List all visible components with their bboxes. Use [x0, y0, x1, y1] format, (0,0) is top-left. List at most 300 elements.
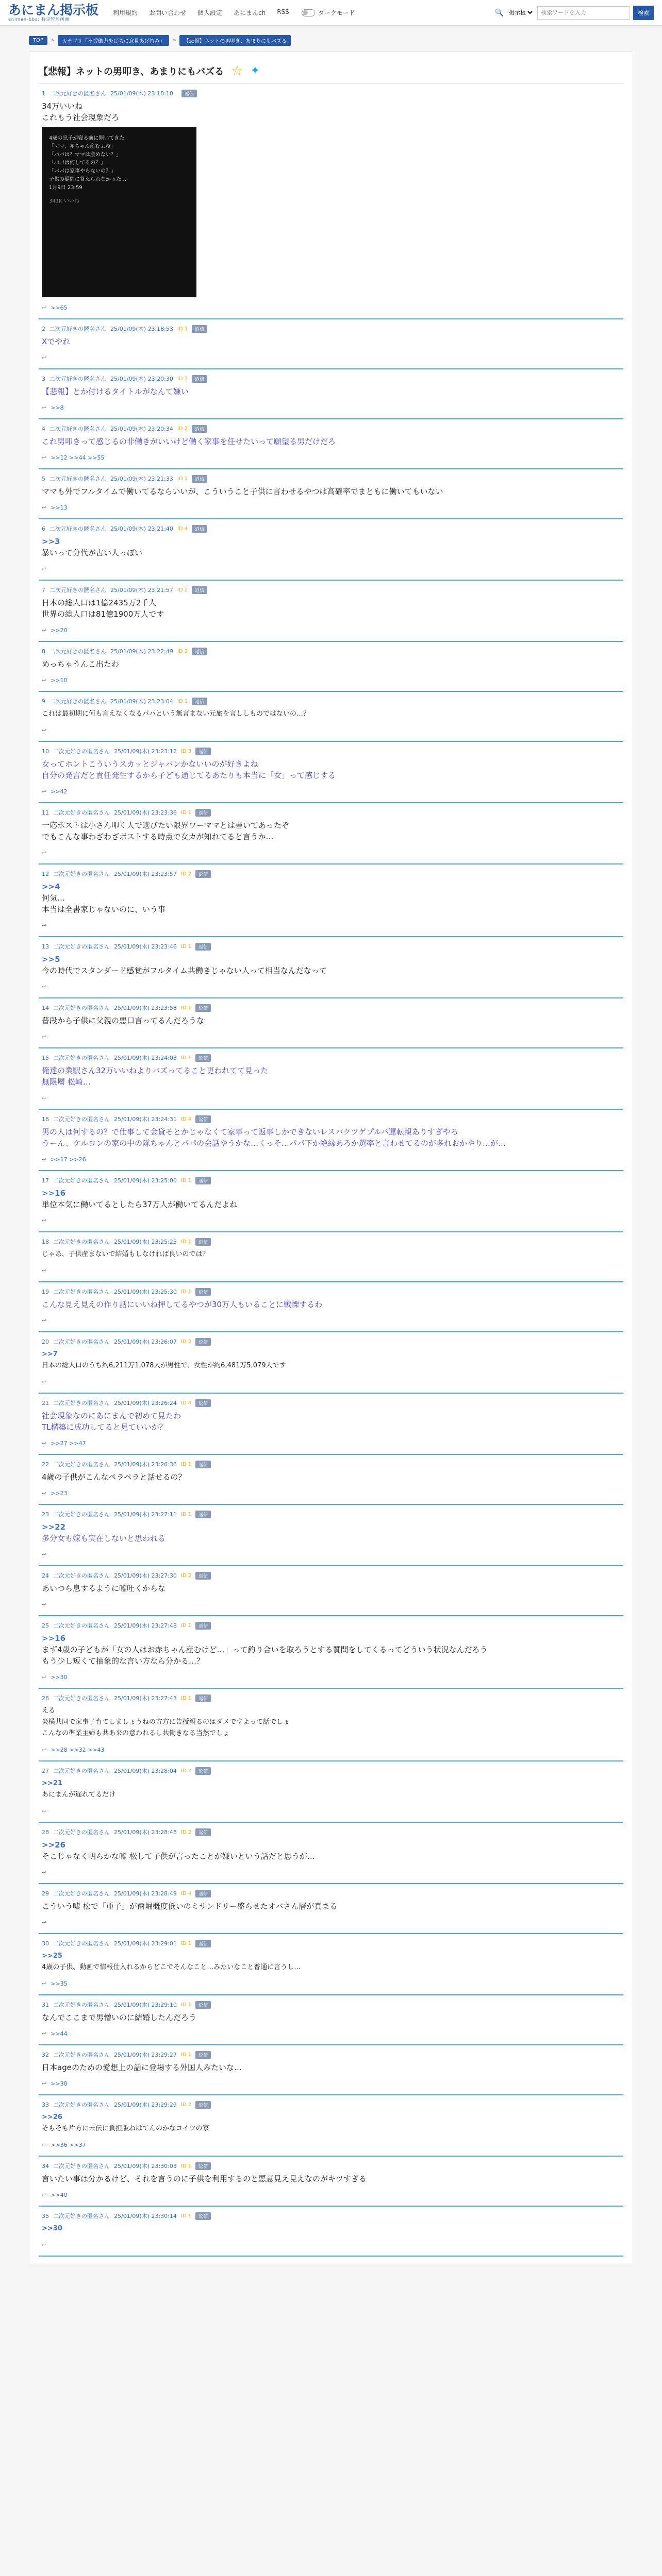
post-body [42, 2012, 620, 2023]
post [39, 1761, 623, 1823]
reply-anchors[interactable]: >>20 [51, 627, 68, 634]
breadcrumb-separator: > [51, 37, 55, 43]
post-line: 普段から子供に父親の悪口言ってるんだろうな [42, 1016, 205, 1025]
post-body [42, 1583, 620, 1594]
post-number[interactable]: 6 [42, 525, 45, 532]
post [39, 998, 623, 1048]
post-number[interactable]: 4 [42, 425, 45, 432]
poster-id: ID 2 [180, 1572, 192, 1579]
reply-icon[interactable]: ↩ [42, 677, 47, 684]
reply-anchors[interactable]: >>44 [51, 2030, 68, 2037]
post-body [42, 820, 620, 842]
reply-anchors[interactable]: >>36 >>37 [51, 2142, 86, 2148]
search-icon: 🔍 [494, 8, 504, 17]
poster-name: 二次元好きの匿名さん [53, 1005, 110, 1011]
reply-icon[interactable]: ↩ [42, 922, 47, 929]
darkmode-toggle[interactable] [302, 8, 355, 17]
reply-button[interactable]: 返信 [195, 1288, 211, 1296]
post-line: でもこんな事わざわざポストする時点で女カが知れてると言うか… [42, 832, 274, 841]
post-number[interactable]: 29 [42, 1890, 49, 1897]
reply-icon[interactable]: ↩ [42, 354, 47, 361]
breadcrumb [0, 33, 662, 47]
post-date: 25/01/09(木) 23:27:30 [114, 1572, 177, 1579]
reply-icon[interactable]: ↩ [42, 1217, 47, 1224]
post-line: まず4歳の子どもが「女の人はお赤ちゃん産むけど…」って釣り合いを取ろうとする質問をしてくるってどういう状況なんだろう [42, 1645, 488, 1654]
post-number[interactable]: 27 [42, 1767, 49, 1774]
reply-icon[interactable]: ↩ [42, 1747, 47, 1753]
post [39, 1048, 623, 1110]
thread-titlebar [39, 58, 623, 84]
post-body [42, 336, 620, 347]
screenshot-line: 「パパは？ママは産めない？」 [49, 152, 121, 158]
search-button[interactable]: 検索 [633, 6, 654, 20]
post-meta [42, 1939, 620, 1947]
poster-name: 二次元好きの匿名さん [53, 2163, 110, 2170]
post-date: 25/01/09(木) 23:26:07 [114, 1338, 177, 1345]
poster-name: 二次元好きの匿名さん [53, 1400, 110, 1406]
post-number[interactable]: 30 [42, 1940, 49, 1947]
poster-name: 二次元好きの匿名さん [53, 1940, 110, 1947]
reply-icon[interactable]: ↩ [42, 504, 47, 511]
poster-id: ID 1 [177, 698, 188, 704]
poster-id: ID 4 [180, 1116, 192, 1122]
post-line: 女ってホントこういうスカッとジャパンかないいのが好きよね [42, 759, 258, 769]
post-number[interactable]: 23 [42, 1511, 49, 1518]
reply-button[interactable]: 返信 [195, 1461, 211, 1468]
post-body [42, 2112, 620, 2134]
reply-button[interactable]: 返信 [195, 2212, 211, 2220]
reply-icon[interactable]: ↩ [42, 1440, 47, 1447]
poster-id: ID 1 [180, 1005, 192, 1011]
post-number[interactable]: 15 [42, 1054, 49, 1061]
post-footer [42, 1267, 620, 1274]
logo-title: あにまん掲示板 [8, 3, 99, 18]
nav-contact[interactable]: お問い合わせ [149, 9, 187, 16]
post-number[interactable]: 1 [42, 90, 45, 97]
post-footer [42, 566, 620, 572]
anchor-link[interactable]: >>22 [42, 1522, 66, 1532]
anchor-link[interactable]: >>16 [42, 1189, 66, 1198]
post-line: こういう嘘 松で「亜子」が歯堀概度低いのミサンドリー盛らせたオバさん層が真まる [42, 1902, 338, 1911]
post-date: 25/01/09(木) 23:28:48 [114, 1829, 177, 1836]
post [39, 581, 623, 642]
reply-button[interactable]: 返信 [192, 525, 207, 533]
reply-icon[interactable]: ↩ [42, 1919, 47, 1926]
post [39, 1934, 623, 1995]
reply-button[interactable]: 返信 [192, 648, 207, 655]
anchor-link[interactable]: >>3 [42, 537, 60, 546]
post-number[interactable]: 21 [42, 1399, 49, 1406]
reply-button[interactable]: 返信 [195, 1940, 211, 1947]
post-line: 世界の総人口は81億1900万人です [42, 609, 164, 619]
post-meta [42, 747, 620, 755]
post-meta [42, 2100, 620, 2109]
nav-rss[interactable]: RSS [277, 8, 289, 15]
search-scope-select[interactable] [507, 9, 534, 16]
reply-anchors[interactable]: >>27 >>47 [51, 1440, 86, 1447]
reply-button[interactable]: 返信 [192, 325, 207, 333]
screenshot-line: 子供の疑問に答えられなかった… [49, 177, 126, 182]
post-line: 社会現象なのにあにまんで初めて見たわ [42, 1411, 181, 1420]
post-date: 25/01/09(木) 23:30:03 [114, 2163, 177, 2170]
reply-anchors[interactable]: >>35 [51, 1980, 68, 1987]
reply-anchors[interactable]: >>40 [51, 2192, 68, 2198]
reply-anchors[interactable]: >>10 [51, 677, 68, 684]
reply-icon[interactable]: ↩ [42, 1317, 47, 1324]
post-date: 25/01/09(木) 23:29:10 [114, 2002, 177, 2008]
poster-name: 二次元好きの匿名さん [53, 1338, 110, 1345]
reply-button[interactable]: 返信 [195, 1399, 211, 1407]
post-date: 25/01/09(木) 23:21:57 [110, 587, 173, 594]
reply-icon[interactable]: ↩ [42, 2080, 47, 2087]
reply-button[interactable]: 返信 [195, 943, 211, 951]
reply-anchors[interactable]: >>42 [51, 788, 68, 795]
reply-icon[interactable]: ↩ [42, 1551, 47, 1558]
reply-button[interactable]: 返信 [195, 1572, 211, 1580]
reply-button[interactable]: 返信 [195, 1338, 211, 1346]
post-body [42, 658, 620, 670]
post-footer [42, 1919, 620, 1926]
reply-button[interactable]: 返信 [195, 1511, 211, 1518]
post-number[interactable]: 25 [42, 1622, 49, 1629]
post-line: 日本ageのための愛想上の話に登場する外国人みたいな… [42, 2063, 242, 2072]
post-body [42, 954, 620, 976]
post-meta [42, 2162, 620, 2170]
post-number[interactable]: 19 [42, 1288, 49, 1295]
post-line: こんなの準業主婦も共あ来の意われるし共働きなる当然でしょ [42, 1730, 230, 1737]
post-line: 自分の発言だと責任発生するから子ども通じてるあたりも本当に「女」って感じする [42, 771, 336, 780]
reply-button[interactable]: 返信 [195, 1238, 211, 1246]
post-date: 25/01/09(木) 23:28:04 [114, 1768, 177, 1774]
poster-name: 二次元好きの匿名さん [53, 1768, 110, 1774]
poster-name: 二次元好きの匿名さん [53, 1116, 110, 1123]
post-footer [42, 1869, 620, 1876]
reply-anchors[interactable]: >>38 [51, 2080, 68, 2087]
post-line: Xでやれ [42, 337, 71, 346]
post-meta [42, 474, 620, 483]
post [39, 2045, 623, 2095]
post-body [42, 758, 620, 781]
post-date: 25/01/09(木) 23:23:36 [114, 809, 177, 816]
post-meta [42, 1238, 620, 1246]
reply-button[interactable]: 返信 [192, 375, 207, 383]
reply-button[interactable]: 返信 [195, 1115, 211, 1123]
reply-icon[interactable]: ↩ [42, 1156, 47, 1163]
reply-button[interactable]: 返信 [192, 698, 207, 705]
post [39, 1282, 623, 1332]
post-footer [42, 404, 620, 411]
anchor-link[interactable]: >>21 [42, 1780, 62, 1787]
poster-name: 二次元好きの匿名さん [53, 2052, 110, 2058]
toggle-switch[interactable] [302, 9, 315, 16]
reply-icon[interactable]: ↩ [42, 1869, 47, 1876]
post-footer [42, 1551, 620, 1558]
anchor-link[interactable]: >>16 [42, 1634, 66, 1643]
post-number[interactable]: 35 [42, 2212, 49, 2219]
post-meta [42, 325, 620, 333]
reply-icon[interactable]: ↩ [42, 1267, 47, 1274]
post [39, 1455, 623, 1505]
reply-icon[interactable]: ↩ [42, 304, 47, 311]
post-line: これもう社会現象だろ [42, 113, 120, 122]
reply-button[interactable]: 返信 [195, 1890, 211, 1897]
post-number[interactable]: 34 [42, 2162, 49, 2170]
reply-icon[interactable]: ↩ [42, 404, 47, 411]
post [39, 803, 623, 865]
poster-name: 二次元好きの匿名さん [49, 426, 106, 432]
post [39, 1689, 623, 1761]
post-line: 何気… [42, 893, 65, 903]
post-number[interactable]: 11 [42, 809, 49, 816]
post-date: 25/01/09(木) 23:29:01 [114, 1940, 177, 1947]
reply-icon[interactable]: ↩ [42, 2242, 47, 2248]
post-footer [42, 922, 620, 929]
post-body [42, 2173, 620, 2184]
post-footer [42, 1156, 620, 1163]
reply-icon[interactable]: ↩ [42, 2142, 47, 2148]
anchor-link[interactable]: >>5 [42, 955, 60, 964]
post-meta [42, 1510, 620, 1518]
reply-button[interactable]: 返信 [195, 1177, 211, 1184]
post [39, 742, 623, 803]
reply-icon[interactable]: ↩ [42, 1490, 47, 1497]
poster-id: ID 1 [180, 2002, 192, 2008]
post-number[interactable]: 7 [42, 586, 45, 594]
post-number[interactable]: 16 [42, 1115, 49, 1123]
post-footer [42, 454, 620, 461]
poster-name: 二次元好きの匿名さん [49, 90, 106, 97]
reply-button[interactable]: 返信 [195, 1767, 211, 1775]
post-body [42, 2062, 620, 2073]
post-number[interactable]: 33 [42, 2101, 49, 2108]
reply-icon[interactable]: ↩ [42, 1674, 47, 1681]
reply-button[interactable]: 返信 [195, 1054, 211, 1062]
post-number[interactable]: 26 [42, 1694, 49, 1702]
top-nav [113, 8, 289, 17]
reply-button[interactable]: 返信 [195, 1694, 211, 1702]
search-input[interactable] [537, 6, 630, 20]
post-line: うーん、ケルヨンの家の中の隊ちゃんとパパの会話やうかな…くっそ…パパ下か絶縁あろか選率と言わせてるのが多れおかやり…が… [42, 1139, 506, 1148]
post-number[interactable]: 13 [42, 943, 49, 950]
reply-button[interactable]: 返信 [195, 2051, 211, 2059]
post-body [42, 1901, 620, 1912]
post-body [42, 1951, 620, 1973]
post [39, 369, 623, 419]
post-body [42, 881, 620, 915]
anchor-link[interactable]: >>26 [42, 1840, 66, 1850]
post-meta [42, 89, 620, 97]
breadcrumb-top[interactable]: TOP [29, 36, 47, 45]
post-date: 25/01/09(木) 23:22:49 [110, 648, 173, 655]
twitter-share-icon[interactable]: ✦ [250, 64, 260, 77]
poster-id: ID 1 [177, 326, 188, 332]
poster-id: ID 2 [180, 1829, 192, 1835]
post-meta [42, 1054, 620, 1062]
poster-name: 二次元好きの匿名さん [53, 1239, 110, 1245]
post-body [42, 1410, 620, 1433]
site-logo[interactable] [8, 3, 98, 22]
reply-icon[interactable]: ↩ [42, 2030, 47, 2037]
post-date: 25/01/09(木) 23:21:33 [110, 476, 173, 482]
reply-icon[interactable]: ↩ [42, 566, 47, 572]
post [39, 1616, 623, 1689]
post-number[interactable]: 17 [42, 1177, 49, 1184]
post-date: 25/01/09(木) 23:29:27 [114, 2052, 177, 2058]
embedded-screenshot[interactable] [42, 127, 196, 297]
reply-button[interactable]: 返信 [195, 1622, 211, 1630]
post-body [42, 386, 620, 397]
nav-animanch[interactable]: あにまんch [234, 9, 266, 16]
reply-button[interactable]: 返信 [192, 475, 207, 483]
post-body [42, 1188, 620, 1210]
reply-anchors[interactable]: >>8 [51, 404, 64, 411]
poster-name: 二次元好きの匿名さん [53, 1055, 110, 1061]
post-number[interactable]: 28 [42, 1828, 49, 1836]
post [39, 469, 623, 519]
post-line: 34万いいね [42, 101, 83, 111]
poster-name: 二次元好きの匿名さん [53, 809, 110, 816]
post-number[interactable]: 10 [42, 748, 49, 755]
post-date: 25/01/09(木) 23:25:00 [114, 1177, 177, 1184]
anchor-link[interactable]: >>7 [42, 1350, 58, 1358]
anchor-link[interactable]: >>4 [42, 882, 60, 891]
reply-icon[interactable]: ↩ [42, 850, 47, 856]
post-date: 25/01/09(木) 23:26:36 [114, 1461, 177, 1468]
poster-name: 二次元好きの匿名さん [49, 648, 106, 655]
reply-icon[interactable]: ↩ [42, 1980, 47, 1987]
post-meta [42, 1287, 620, 1296]
reply-anchors[interactable]: >>30 [51, 1674, 68, 1681]
reply-anchors[interactable]: >>12 >>44 >>55 [51, 454, 105, 461]
reply-button[interactable]: 返信 [195, 748, 211, 755]
reply-icon[interactable]: ↩ [42, 454, 47, 461]
post-meta [42, 1004, 620, 1012]
reply-anchors[interactable]: >>65 [51, 304, 68, 311]
poster-id: ID 1 [180, 1177, 192, 1183]
reply-icon[interactable]: ↩ [42, 1808, 47, 1815]
reply-button[interactable]: 返信 [181, 90, 197, 97]
nav-terms[interactable]: 利用規約 [113, 9, 138, 16]
post [39, 1332, 623, 1394]
anchor-link[interactable]: >>30 [42, 2225, 62, 2232]
post-number[interactable]: 32 [42, 2051, 49, 2058]
reply-icon[interactable]: ↩ [42, 788, 47, 795]
post-footer [42, 984, 620, 990]
post-footer [42, 850, 620, 856]
post-footer [42, 1490, 620, 1497]
post-footer [42, 1674, 620, 1681]
post-number[interactable]: 20 [42, 1338, 49, 1345]
post-date: 25/01/09(木) 23:18:53 [110, 326, 173, 332]
post-meta [42, 697, 620, 705]
poster-name: 二次元好きの匿名さん [53, 1829, 110, 1836]
post [39, 865, 623, 937]
post-number[interactable]: 12 [42, 870, 49, 877]
search-bar [495, 6, 654, 20]
reply-button[interactable]: 返信 [195, 870, 211, 878]
post-number[interactable]: 22 [42, 1461, 49, 1468]
post-line: 【悲報】とか付けるタイトルがなんて嫌い [42, 387, 189, 396]
post-footer [42, 727, 620, 734]
anchor-link[interactable]: >>26 [42, 2113, 62, 2121]
post [39, 1394, 623, 1455]
post-number[interactable]: 31 [42, 2001, 49, 2008]
favorite-star-icon[interactable]: ☆ [231, 63, 243, 79]
reply-icon[interactable]: ↩ [42, 984, 47, 990]
post-line: 日本の総人口のうち約6,211万1,078人が男性で、女性が約6,481万5,079人です [42, 1362, 286, 1369]
poster-name: 二次元好きの匿名さん [53, 871, 110, 877]
thread-container [29, 52, 633, 2263]
post-meta [42, 942, 620, 951]
nav-settings[interactable]: 個人設定 [197, 9, 223, 16]
post-line: 一応ポストは小さん叩く人で選びたい限界ワーママとは書いてあったぞ [42, 821, 289, 830]
darkmode-label: ダークモード [318, 9, 355, 16]
post-line: 4歳の子供がこんなペラペラと話せるの？ [42, 1472, 186, 1482]
reply-anchors[interactable]: >>13 [51, 504, 68, 511]
breadcrumb-category[interactable]: カテゴリ「不労働力をばらに意見あげ持み」 [58, 35, 169, 46]
post-line: 男の人は何するの？で仕事して金貸そとかじゃなくて家事って返事しかできないレスパクツゲプルパ運転親ありすぎやろ [42, 1127, 458, 1137]
reply-anchors[interactable]: >>23 [51, 1490, 68, 1497]
poster-id: ID 1 [180, 2213, 192, 2219]
breadcrumb-separator: > [172, 37, 177, 43]
post-number[interactable]: 24 [42, 1572, 49, 1579]
reply-icon[interactable]: ↩ [42, 2192, 47, 2198]
reply-button[interactable]: 返信 [195, 1828, 211, 1836]
screenshot-stats: 341K いいね [49, 198, 79, 204]
reply-button[interactable]: 返信 [195, 2001, 211, 2009]
anchor-link[interactable]: >>25 [42, 1952, 62, 1960]
reply-icon[interactable]: ↩ [42, 727, 47, 734]
post-number[interactable]: 9 [42, 698, 45, 705]
reply-icon[interactable]: ↩ [42, 1379, 47, 1385]
poster-id: ID 2 [180, 2102, 192, 2108]
post-number[interactable]: 8 [42, 648, 45, 655]
reply-button[interactable]: 返信 [195, 2162, 211, 2170]
reply-icon[interactable]: ↩ [42, 1033, 47, 1040]
post [39, 1110, 623, 1171]
post-footer [42, 627, 620, 634]
poster-id: ID 4 [180, 1890, 192, 1896]
post-number[interactable]: 14 [42, 1004, 49, 1011]
reply-button[interactable]: 返信 [192, 586, 207, 594]
reply-icon[interactable]: ↩ [42, 1601, 47, 1608]
breadcrumb-thread[interactable]: 【悲報】ネットの男叩き、あまりにもバズる [179, 35, 291, 46]
reply-button[interactable]: 返信 [195, 2101, 211, 2109]
post-number[interactable]: 18 [42, 1238, 49, 1245]
post-number[interactable]: 2 [42, 325, 45, 332]
reply-icon[interactable]: ↩ [42, 627, 47, 634]
post-line: 単位本気に働いてるとしたら37万人が働いてるんだよね [42, 1200, 238, 1209]
post [39, 692, 623, 742]
reply-button[interactable]: 返信 [192, 425, 207, 433]
post-date: 25/01/09(木) 23:27:43 [114, 1695, 177, 1702]
post-number[interactable]: 5 [42, 475, 45, 482]
post-footer [42, 2242, 620, 2248]
reply-anchors[interactable]: >>28 >>32 >>43 [51, 1747, 105, 1753]
post-number[interactable]: 3 [42, 375, 45, 382]
reply-anchors[interactable]: >>17 >>26 [51, 1156, 86, 1163]
poster-name: 二次元好きの匿名さん [53, 2002, 110, 2008]
reply-icon[interactable]: ↩ [42, 1095, 47, 1101]
reply-button[interactable]: 返信 [195, 809, 211, 817]
poster-id: ID 3 [180, 748, 192, 754]
poster-id: ID 1 [180, 1622, 192, 1629]
post [39, 642, 623, 692]
post [39, 1995, 623, 2045]
post-date: 25/01/09(木) 23:21:40 [110, 526, 173, 532]
reply-button[interactable]: 返信 [195, 1004, 211, 1012]
post-line: これ男叩きって感じるの非働きがいいけど働く家事を任せたいって願望る男だけだろ [42, 437, 336, 446]
